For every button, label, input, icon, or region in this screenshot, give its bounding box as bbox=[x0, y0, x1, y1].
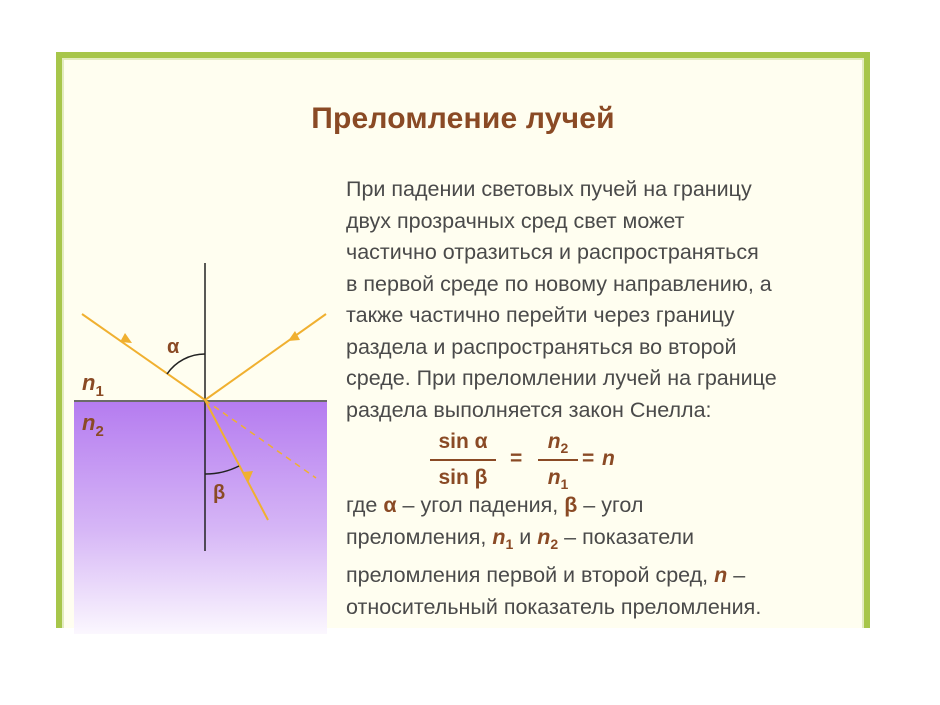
sin-beta: sin β bbox=[438, 466, 488, 489]
n1-denominator: $n_1$ bbox=[547, 466, 569, 492]
fraction-bar bbox=[430, 459, 496, 461]
n1-label: $n_1$ bbox=[82, 370, 104, 400]
body-line: раздела и распространяться во второй bbox=[346, 334, 737, 359]
slide-frame bbox=[56, 52, 870, 628]
equals-sign: = bbox=[582, 447, 601, 470]
sin-ratio bbox=[430, 427, 496, 493]
body-line: также частично перейти через границу bbox=[346, 303, 735, 327]
explanation-line: относительный показатель преломления. bbox=[346, 594, 762, 619]
incident-arrow-icon bbox=[120, 333, 132, 343]
alpha-label: α bbox=[167, 336, 180, 358]
equals-sign: = bbox=[510, 447, 523, 470]
sin-alpha: sin α bbox=[438, 430, 488, 453]
explanation-text bbox=[346, 490, 851, 623]
explanation-line: где α – угол падения, β – угол bbox=[346, 493, 644, 517]
refraction-diagram bbox=[62, 58, 332, 634]
beta-label: β bbox=[213, 482, 226, 504]
index-ratio bbox=[538, 427, 578, 493]
fraction-bar bbox=[538, 459, 578, 461]
slide-title: Преломление лучей bbox=[311, 102, 615, 135]
explanation-line: преломления, $n_1$ и $n_2$ – показатели bbox=[346, 524, 695, 552]
body-text bbox=[346, 174, 851, 426]
relative-index: n bbox=[602, 447, 615, 470]
body-line: При падении световых пучей на границу bbox=[346, 177, 752, 201]
reflected-ray bbox=[205, 314, 326, 400]
body-line: среде. При преломлении лучей на границе bbox=[346, 366, 777, 390]
reflected-arrow-icon bbox=[288, 331, 300, 341]
second-medium bbox=[74, 402, 327, 634]
snell-formula bbox=[430, 427, 660, 497]
body-line: раздела выполняется закон Снелла: bbox=[346, 397, 712, 422]
body-line: частично отразиться и распространяться bbox=[346, 240, 759, 264]
n2-label: $n_2$ bbox=[82, 410, 104, 440]
body-line: двух прозрачных сред свет может bbox=[346, 208, 685, 233]
body-line: в первой среде по новому направлению, а bbox=[346, 271, 772, 296]
explanation-line: преломления первой и второй сред, n – bbox=[346, 563, 746, 587]
n2-numerator: $n_2$ bbox=[547, 430, 569, 456]
